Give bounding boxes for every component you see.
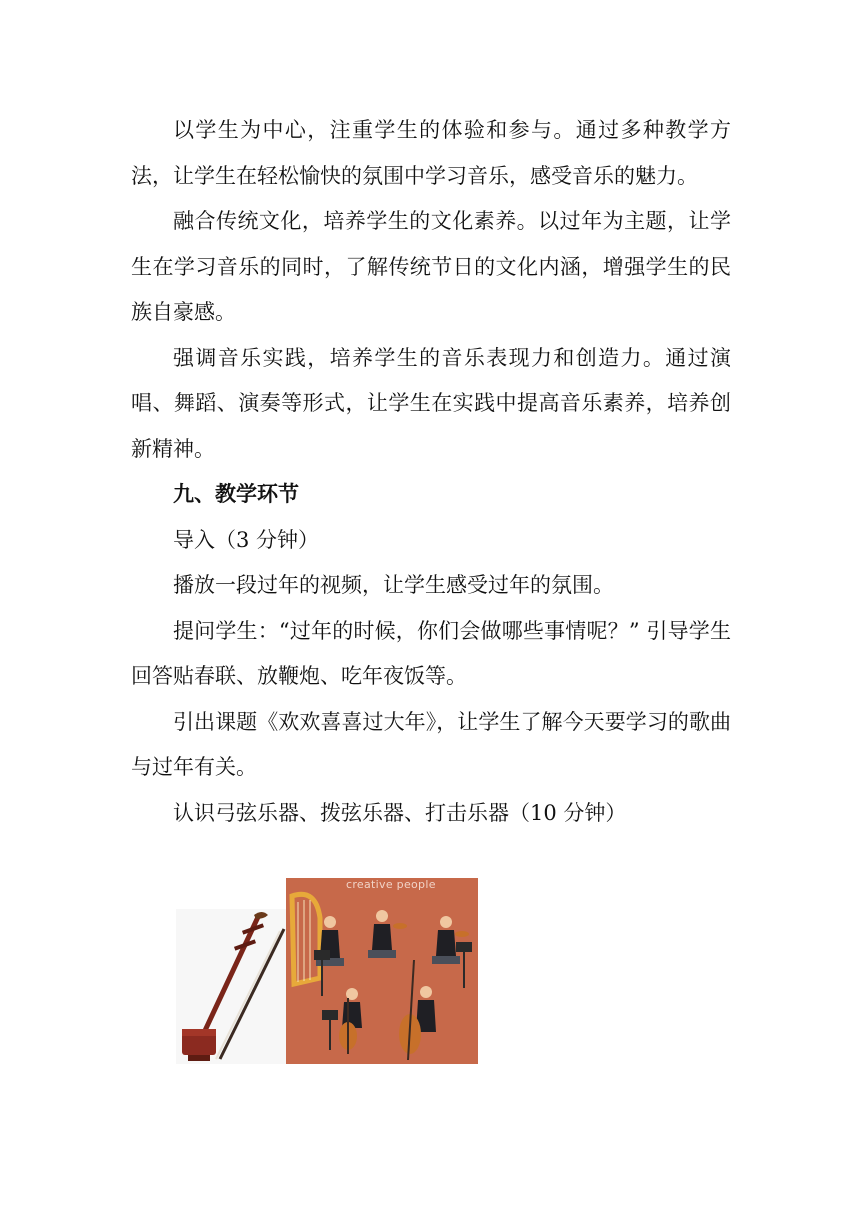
step1-line-1: 播放一段过年的视频，让学生感受过年的氛围。 [173,573,614,597]
paragraph-2: 融合传统文化，培养学生的文化素养。以过年为主题，让学生在学习音乐的同时，了解传统节日的文化内涵，增强学生的民族自豪感。 [131,209,731,324]
orchestra-image [286,878,478,1064]
step2-title: 认识弓弦乐器、拨弦乐器、打击乐器（10 分钟） [173,800,627,825]
section-heading: 九、教学环节 [173,482,299,506]
orchestra-brand-text: creative people [346,878,436,891]
erhu-image [176,909,286,1064]
paragraph-1: 以学生为中心，注重学生的体验和参与。通过多种教学方法，让学生在轻松愉快的氛围中学习音乐，感受音乐的魅力。 [131,118,731,188]
step1-title: 导入（3 分钟） [173,527,320,552]
orchestra-icon [286,878,478,1064]
step1-line-3: 引出课题《欢欢喜喜过大年》，让学生了解今天要学习的歌曲与过年有关。 [131,709,731,779]
paragraph-3: 强调音乐实践，培养学生的音乐表现力和创造力。通过演唱、舞蹈、演奏等形式，让学生在实践中提高音乐素养，培养创新精神。 [131,345,731,461]
image-row [176,878,486,1066]
document-body [131,108,731,836]
erhu-icon [176,909,286,1064]
step1-line-2: 提问学生：“过年的时候，你们会做哪些事情呢？” 引导学生回答贴春联、放鞭炮、吃年夜饭等。 [131,618,731,688]
